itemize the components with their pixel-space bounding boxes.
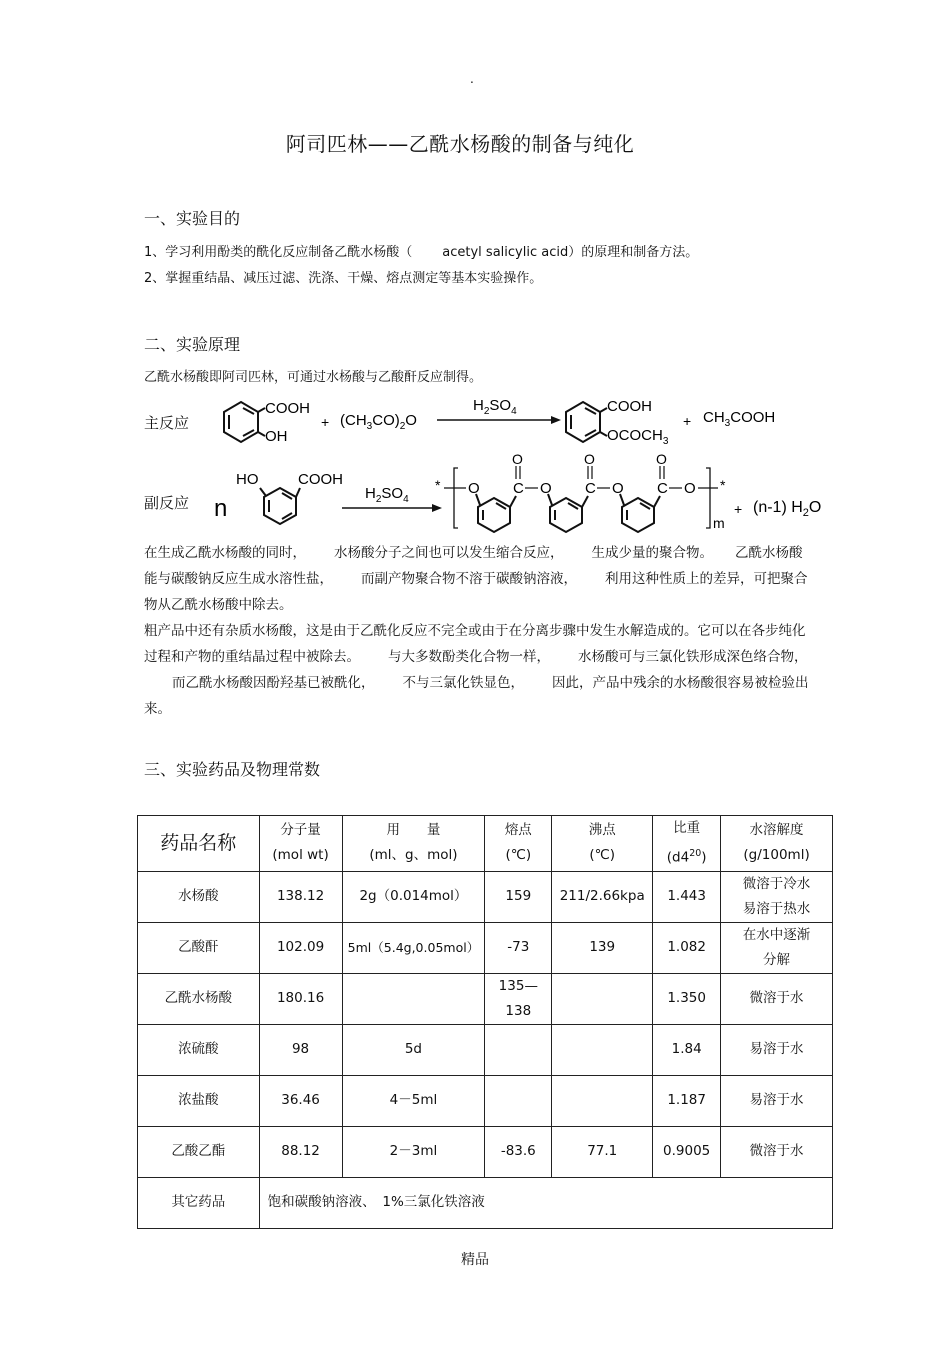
para2-a: 粗产品中还有杂质水杨酸，这是由于乙酰化反应不完全或由于在分离步骤中发生水解造成的。它可以在各步纯化过程和产物的重结晶过程中被除去。 — [144, 623, 806, 665]
side-reaction-arrowhead — [432, 504, 442, 512]
para1-b: 水杨酸分子之间也可以发生缩合反应， — [334, 545, 564, 561]
side-reaction-scheme — [210, 452, 840, 534]
cell-other-label: 其它药品 — [138, 1177, 260, 1228]
main-reaction-label: 主反应 — [144, 414, 190, 432]
table-row — [138, 1024, 833, 1075]
objective-item-1 — [144, 244, 698, 262]
table-row — [138, 1075, 833, 1126]
polymer-o-1: O — [468, 480, 480, 497]
main-reactant-oh: OH — [265, 428, 288, 445]
table-row — [138, 973, 833, 1024]
main-plus-2: + — [683, 413, 692, 429]
section3-heading: 三、实验药品及物理常数 — [144, 760, 321, 779]
side-reactant-ring — [260, 488, 300, 524]
cell-name: 乙酸乙酯 — [138, 1126, 260, 1177]
main-plus-1: + — [321, 414, 330, 430]
cell-mw: 98 — [259, 1024, 342, 1075]
objective-item-1-post: ）的原理和制备方法。 — [568, 245, 699, 260]
para1-d: 乙酰水杨酸能与碳酸钠反应生成水溶性盐， — [144, 545, 803, 587]
polymer-ring-1 — [476, 494, 516, 532]
cell-solubility: 微溶于冷水 易溶于热水 — [721, 871, 833, 922]
objective-item-2: 2、掌握重结晶、减压过滤、洗涤、干燥、熔点测定等基本实验操作。 — [144, 271, 543, 286]
main-reaction-arrowhead — [551, 416, 561, 424]
side-n: n — [214, 495, 228, 522]
cell-mp: 135— 138 — [485, 973, 552, 1024]
principle-intro: 乙酰水杨酸即阿司匹林，可通过水杨酸与乙酸酐反应制得。 — [144, 370, 483, 385]
cell-density: 1.082 — [653, 922, 721, 973]
objective-item-1-en: acetyl salicylic acid — [442, 245, 569, 260]
cell-bp — [552, 1024, 653, 1075]
para1-a: 在生成乙酰水杨酸的同时， — [144, 545, 306, 561]
polymer-carbonyl-o-3: O — [656, 452, 667, 467]
side-reaction-label: 副反应 — [144, 494, 190, 512]
para2-f: 因此，产品中残余的水杨酸很容易被检验出来。 — [144, 675, 809, 717]
side-reactant-cooh: COOH — [298, 471, 343, 488]
main-product-cooh: COOH — [607, 398, 652, 415]
table-row — [138, 922, 833, 973]
polymer-carbonyl-o-2: O — [584, 452, 595, 467]
table-row-other — [138, 1177, 833, 1228]
para1-e: 而副产物聚合物不溶于碳酸钠溶液， — [361, 571, 577, 587]
table-header-row — [138, 816, 833, 872]
section2-heading: 二、实验原理 — [144, 335, 241, 354]
cell-name: 水杨酸 — [138, 871, 260, 922]
polymer-carbonyl-o-1: O — [512, 452, 523, 467]
polymer-ring-3 — [620, 494, 660, 532]
cell-name: 浓盐酸 — [138, 1075, 260, 1126]
polymer-c-2: C — [585, 480, 596, 497]
main-reagent-anhydride: $(CH_3CO)_2O$ — [340, 412, 417, 432]
para2-d: 而乙酰水杨酸因酚羟基已被酰化， — [172, 675, 375, 691]
page-title: 阿司匹林——乙酰水杨酸的制备与纯化 — [285, 132, 635, 156]
salicylic-acid-ring — [224, 402, 265, 442]
objective-item-1-pre: 1、学习利用酚类的酰化反应制备乙酰水杨酸（ — [144, 245, 413, 260]
polymer-m: m — [713, 515, 725, 531]
side-plus: + — [734, 501, 743, 517]
polymer-o-2: O — [540, 480, 552, 497]
para2-e: 不与三氯化铁显色， — [402, 675, 524, 691]
cell-other-value: 饱和碳酸钠溶液、 1%三氯化铁溶液 — [259, 1177, 832, 1228]
cell-name: 乙酸酐 — [138, 922, 260, 973]
page-footer: 精品 — [461, 1252, 489, 1268]
para2-b: 与大多数酚类化合物一样， — [388, 649, 550, 665]
side-water: (n-1) $H_2O$ — [753, 499, 822, 519]
para2-c: 水杨酸可与三氯化铁形成深色络合物， — [578, 649, 808, 665]
header-amount: 用 量 (ml、g、mol) — [342, 816, 485, 872]
cell-solubility: 在水中逐渐 分解 — [721, 922, 833, 973]
cell-density: 0.9005 — [653, 1126, 721, 1177]
cell-amount: 5ml（5.4g,0.05mol） — [342, 922, 485, 973]
cell-mp — [485, 1075, 552, 1126]
principle-paragraph-2 — [144, 618, 814, 722]
cell-amount: 2g（0.014mol） — [342, 871, 485, 922]
polymer-c-1: C — [513, 480, 524, 497]
cell-amount: 2－3ml — [342, 1126, 485, 1177]
cell-mw: 180.16 — [259, 973, 342, 1024]
cell-mw: 138.12 — [259, 871, 342, 922]
cell-bp: 139 — [552, 922, 653, 973]
section1-heading: 一、实验目的 — [144, 209, 241, 228]
side-catalyst: $H_2SO_4$ — [365, 485, 409, 505]
polymer-o-4: O — [684, 480, 696, 497]
cell-mp: 159 — [485, 871, 552, 922]
table-row — [138, 1126, 833, 1177]
cell-solubility: 易溶于水 — [721, 1075, 833, 1126]
table-row — [138, 871, 833, 922]
side-reactant-ho: HO — [236, 471, 259, 488]
cell-mw: 36.46 — [259, 1075, 342, 1126]
main-reaction-scheme — [215, 392, 815, 452]
header-solubility: 水溶解度 (g/100ml) — [721, 816, 833, 872]
cell-density: 1.187 — [653, 1075, 721, 1126]
header-mark: . — [470, 72, 474, 86]
cell-amount: 5d — [342, 1024, 485, 1075]
header-mp: 熔点 (℃) — [485, 816, 552, 872]
cell-bp: 77.1 — [552, 1126, 653, 1177]
para1-c: 生成少量的聚合物。 — [591, 545, 713, 561]
cell-mp: -83.6 — [485, 1126, 552, 1177]
polymer-o-3: O — [612, 480, 624, 497]
cell-density: 1.84 — [653, 1024, 721, 1075]
cell-amount — [342, 973, 485, 1024]
side-star-right: * — [720, 477, 726, 493]
properties-table — [137, 815, 833, 1229]
cell-solubility: 微溶于水 — [721, 973, 833, 1024]
main-reactant-cooh: COOH — [265, 400, 310, 417]
cell-amount: 4－5ml — [342, 1075, 485, 1126]
header-density: 比重 $(d4^{20})$ — [653, 816, 721, 872]
cell-mw: 102.09 — [259, 922, 342, 973]
header-bp: 沸点 (℃) — [552, 816, 653, 872]
para1-f: 利用这种性质上的差异，可把聚合物从乙酰水杨酸中除去。 — [144, 571, 808, 613]
cell-density: 1.443 — [653, 871, 721, 922]
side-star-left: * — [435, 477, 441, 493]
polymer-ring-2 — [548, 494, 588, 532]
cell-name: 浓硫酸 — [138, 1024, 260, 1075]
main-catalyst: $H_2SO_4$ — [473, 397, 517, 417]
header-name: 药品名称 — [138, 816, 260, 872]
aspirin-ring — [566, 402, 607, 442]
header-mw: 分子量 (mol wt) — [259, 816, 342, 872]
polymer-c-3: C — [657, 480, 668, 497]
cell-bp — [552, 1075, 653, 1126]
cell-mp: -73 — [485, 922, 552, 973]
cell-bp — [552, 973, 653, 1024]
cell-density: 1.350 — [653, 973, 721, 1024]
cell-bp: 211/2.66kpa — [552, 871, 653, 922]
cell-mp — [485, 1024, 552, 1075]
cell-solubility: 易溶于水 — [721, 1024, 833, 1075]
main-product-ococh3: $OCOCH_3$ — [607, 427, 669, 447]
principle-paragraph-1 — [144, 540, 814, 618]
cell-solubility: 微溶于水 — [721, 1126, 833, 1177]
main-byproduct: $CH_3COOH$ — [703, 409, 776, 429]
cell-name: 乙酰水杨酸 — [138, 973, 260, 1024]
cell-mw: 88.12 — [259, 1126, 342, 1177]
